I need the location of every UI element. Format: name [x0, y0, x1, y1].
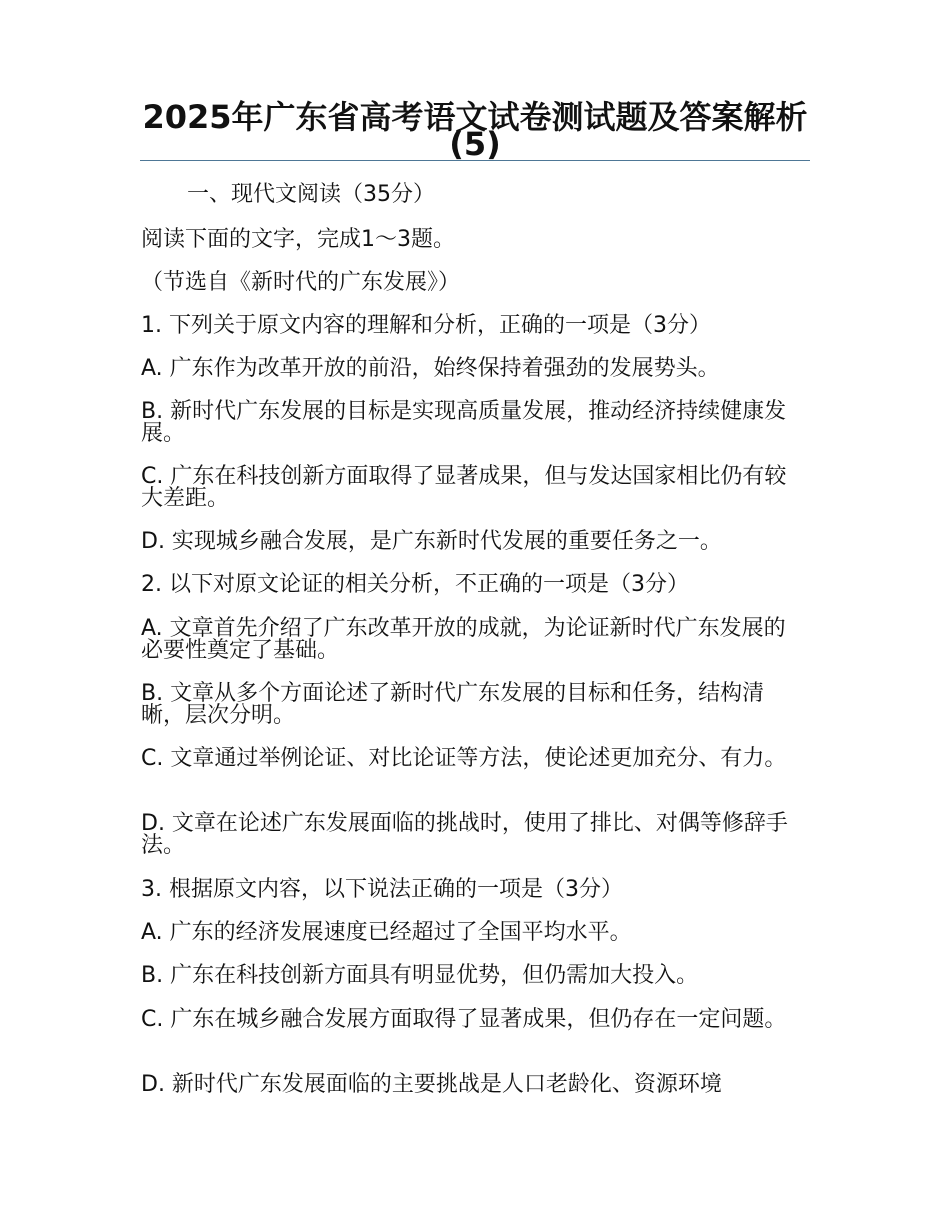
question-3-stem: 3. 根据原文内容，以下说法正确的一项是（3分）	[141, 877, 623, 902]
question-1-stem: 1. 下列关于原文内容的理解和分析，正确的一项是（3分）	[141, 313, 711, 338]
question-2-option-a: A. 文章首先介绍了广东改革开放的成就，为论证新时代广东发展的必要性奠定了基础。	[141, 616, 786, 663]
question-3-option-a: A. 广东的经济发展速度已经超过了全国平均水平。	[141, 920, 632, 945]
question-2-option-b: B. 文章从多个方面论述了新时代广东发展的目标和任务，结构清晰，层次分明。	[141, 681, 765, 728]
question-2-stem: 2. 以下对原文论证的相关分析，不正确的一项是（3分）	[141, 572, 689, 597]
question-1-option-c: C. 广东在科技创新方面取得了显著成果，但与发达国家相比仍有较大差距。	[141, 464, 787, 511]
question-1-option-b: B. 新时代广东发展的目标是实现高质量发展，推动经济持续健康发展。	[141, 399, 787, 446]
question-3-option-c: C. 广东在城乡融合发展方面取得了显著成果，但仍存在一定问题。	[141, 1007, 787, 1032]
question-2-option-c: C. 文章通过举例论证、对比论证等方法，使论述更加充分、有力。	[141, 746, 787, 771]
reading-instruction: 阅读下面的文字，完成1～3题。	[141, 227, 455, 252]
question-2-option-d: D. 文章在论述广东发展面临的挑战时，使用了排比、对偶等修辞手法。	[141, 811, 788, 858]
source-note: （节选自《新时代的广东发展》）	[141, 270, 461, 295]
question-1-option-d: D. 实现城乡融合发展，是广东新时代发展的重要任务之一。	[141, 529, 722, 554]
question-3-option-b: B. 广东在科技创新方面具有明显优势，但仍需加大投入。	[141, 963, 699, 988]
question-3-option-d: D. 新时代广东发展面临的主要挑战是人口老龄化、资源环境	[141, 1072, 722, 1097]
question-1-option-a: A. 广东作为改革开放的前沿，始终保持着强劲的发展势头。	[141, 356, 720, 381]
title-underline	[140, 160, 810, 161]
document-title: 2025年广东省高考语文试卷测试题及答案解析(5)	[142, 98, 808, 163]
section-heading: 一、现代文阅读（35分）	[187, 182, 435, 207]
